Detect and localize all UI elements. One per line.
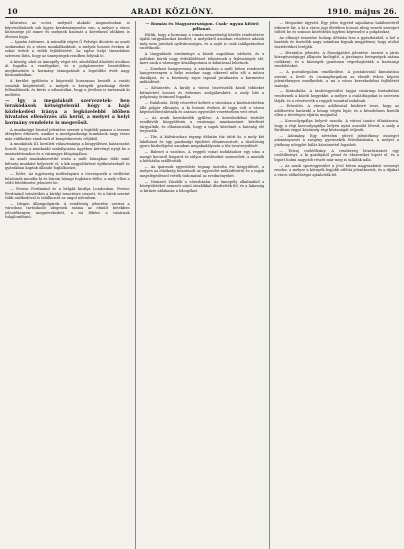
article-paragraph: Hírlik, hogy a kormány a román nemzetiségi kérdés rendezésére újabb tárgyalásokat kezdett, a melyekről azonban részletes adatok még nem jutottak nyilvánosságra, és a sajtó is csak találgatásokra szorítkozik. [139, 32, 265, 51]
article-paragraph: — Kitüntetés. A király a városi tisztviselők közül többeket kitüntetett hosszú és érdemes szolgálatukért, a mely hírt a polgárság örömmel fogadta. [139, 86, 265, 100]
article-paragraph: — Az aradi kereskedők gyűlése. A kereskedelmi testület rendkívüli közgyűlésén a vasárnapi munkaszünet kérdését tárgyalták, és elhatározták, hogy a tagok kérelmét a hatóság elé terjesztik. [139, 115, 265, 134]
article-paragraph: — Nemzeti Zászlók a városházán. Az ünnepély alkalmából a középületeket nemzeti színű zászlókkal díszítették fel, és a lakosság is kitűzte ablakaira a lobogókat. [139, 179, 265, 193]
article-paragraph: kihivatva az ucóst, melynél alakuló Augusztusban is képviselőnknek sok ügyes kezdeményezése van, a melyet a város közönsége jól ismer és melynek hasznát a következő időkben is élvezni fogja. [5, 21, 130, 39]
page-header [5, 4, 399, 18]
article-paragraph: A munkások III. kerületi választmánya a közgyűlésen határozatot hozott, hogy a munkaidő szabályozása ügyében kérvényt nyújt be a minisztériumhoz és a vármegye főispánjához. [5, 142, 130, 156]
article-paragraph: Az elhunyt temetése holnap délután lesz a gyászházból, a hol a barátok és tisztelők nagy számban fognak megjelenni, hogy utolsó tiszteletüket lerójják. [274, 35, 399, 49]
article-paragraph: A tárgyalások eredménye a közeli napokban várható, és a politikai körök nagy érdeklődéssel tekintenek a fejlemények elé, mert azok a vármegye közállapotaira is kihatással lehetnek. [139, 51, 265, 66]
column-2 [135, 21, 265, 549]
masthead-title: ARADI KÖZLÖNY. [131, 7, 214, 16]
article-paragraph: — Halálozás. Mély részvétet keltett a városban a köztiszteletben álló polgár elhunyta, a ki hosszú éveken át tagja volt a városi képviselőtestületnek és számos egyesület vezetésében vett részt. [139, 101, 265, 115]
article-paragraph: A kerület gyűlésén a képviselő hosszasan beszélt a vasúti vonalak kiépítéséről, a melyek a környék gazdasági életét fellendítenék, és kérte a választókat, hogy a jövőben is tartsanak ki mellette. [5, 79, 130, 97]
article-paragraph: — Román és Magyarországon. Csak- ugyan kitörő pillanat. [145, 21, 259, 31]
issue-date: 1910. május 26. [327, 7, 397, 16]
article-paragraph: — Korcsolyapálya helyett uszoda. A városi tanács elhatározta, hogy a régi korcsolyapálya helyén nyári uszodát létesít, a mely a fürdőzni vágyó közönség régi kívánságát teljesíti. [274, 119, 399, 133]
column-3 [269, 21, 399, 549]
article-columns [5, 21, 399, 549]
page-number: 10 [7, 7, 18, 16]
article-paragraph: — Megszűnt ügyvéd. Egy jeles ügyvéd sajnálatos halálesetéről érkezett hír, a ki a város jogi életében hosszú ideig vezető szerepet töltött be és számos közérdekű ügyben képviselte a polgárokat. [274, 21, 399, 35]
article-paragraph: — A postaforgalom emelkedése. A postahivatal kimutatása szerint a levél- és csomagforgalom az elmúlt évhez képest jelentékenyen emelkedett, a mi a város kereskedelmi fejlődését mutatja. [274, 70, 399, 88]
article-paragraph: — Az iparosok egyesülete tegnap tartotta évi közgyűlését, a melyen az elnökség beszámolt az egyesület működéséről és a tagok megelégedéssel vették tudomásul az eredményeket. [139, 164, 265, 178]
article-paragraph: — Így a megalakult szervezetek- ben lerakódások kétségtelenül hógy a hajó közlekedési iránya a legközelebbi időben hivatalos ellenőrzés alá kerül, a melyet a helyi kormány rendelete is megerősít. [5, 98, 130, 126]
article-paragraph: — Az aradi sportegyesület a jövő héten nagyszabású versenyt rendez, a melyre a környék legjobb atlétái jelentkeztek, és a díjakat a város előkelőségei ajánlották fel. [274, 163, 399, 177]
article-paragraph: A munkaügyi hivatal jelentése szerint a legtöbb panasz a tavaszi idényben érkezett, amikor a mezőgazdasági munkások nagy része más vidékekre vándorolt el kenyérkeresés céljából. [5, 127, 130, 141]
article-paragraph: Az aradi munkaközvetítő iroda a múlt hónapban több mint kétszáz munkást helyezett el, a kik nagyobbrészt építkezéseknél és gyárakban kaptak állandó foglalkozást. [5, 157, 130, 171]
article-paragraph: — Értesítés. A városi adóhivatal közhírré teszi, hogy az adófizetési határidő a hónap végén lejár, és a késedelmes fizetők ellen a törvényes eljárás megindul. [274, 104, 399, 118]
article-paragraph: — Igazán érdemes. A második végén Ö Felsége dicsérte az aradi szokásokat és a város munkálkodását, a melyek hosszú éveken át sokat tettek a vidék fejlődéséért. Az egész helyi társadalom szívesen látta, hogy az ünnepségek rendben folytak le. [5, 40, 130, 59]
article-paragraph: — Ferenc Ferdinánd és a belgák királya Londonban. Ferenc Ferdinánd trónörökös a királyi temetésre utazott, és a hírek szerint több uralkodóval is találkozott az angol udvarban. [5, 186, 130, 201]
article-paragraph: A község, ahol az ünnepély véget ért, zászlókkal díszített utcákon át fogadta a vendégeket, és a polgármester beszédében megköszönte a kormány támogatását a legutóbbi évek nagy közmunkáiban. [5, 59, 130, 78]
article-paragraph: — Idegen állampolgárok. A rendőrség jelentése szerint a városban tartózkodó idegenek száma az elmúlt hetekben jelentékenyen megnövekedett, a mi főként a vásárnak tulajdonítható. [5, 201, 130, 220]
article-paragraph: — Ítélet. Az ügyészség indítványára a törvényszék a vádlottat bűnösnek mondta ki és három hónapi fogházra ítélte, a mely ellen a védő felebbezést jelentett be. [5, 172, 130, 186]
article-paragraph: — Kirándulás. A tanítóegyesület tagjai vasárnap kirándulást rendeznek a közeli hegyekbe, a melyre a családtagokat is szívesen látják, és a résztvevők a reggeli vonattal indulnak. [274, 89, 399, 103]
article-paragraph: — Hivatalos jelentés. A főszolgabíró jelentése szerint a járás közegészségügyi állapota kielégítő, a járványos betegségek száma csökkent, és a községek gondosan végrehajtották a tisztasági rendeleteket. [274, 50, 399, 69]
article-paragraph: — Tűz. A külvárosban tegnap délután tűz ütött ki, a mely két lakóházat és egy gazdasági épületet elhamvasztott, a tűzoltóság gyors közbelépése azonban megakadályozta a tűz tovaterjedését. [139, 135, 265, 149]
article-paragraph: — Tolvaj cselédleány. A rendőrség letartóztatott egy cselédleányt, a ki gazdájától pénzt és ékszereket lopott el, és a lopott holmi nagyobb részét már meg is találták nála. [274, 148, 399, 162]
article-paragraph: — Adomány. Egy névtelen jótevő jelentékeny összeget adományozott a szegény gyermekek felruházására, a melyet a jótékony nőegylet hálás köszönettel fogadott. [274, 133, 399, 147]
article-paragraph: — Zenekari hangverseny. A színházban a múlt héten rendezett hangversenyen a helyi zenekar nagy sikerrel adta elő a műsor darabjait, és a közönség zajos tapssal jutalmazta a karmester működését. [139, 66, 265, 85]
article-paragraph: — Baleset a vasúton. A reggeli vonat indulásakor egy utas a mozgó kocsiról leugrott és súlyos sérüléseket szenvedett, a mentők a kórházba szállították. [139, 150, 265, 164]
column-1 [5, 21, 130, 549]
